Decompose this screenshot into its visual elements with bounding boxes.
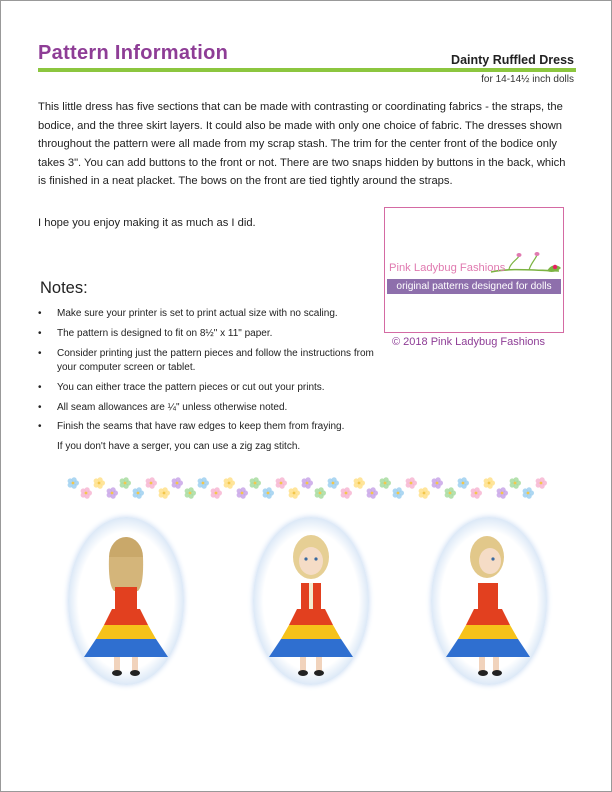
note-text: Consider printing just the pattern pieces and follow the instructions from your computer screen or tablet.: [57, 347, 374, 374]
flower-icon: [81, 487, 92, 499]
flower-icon: [354, 477, 365, 489]
note-text: The pattern is designed to fit on 8½" x 11" paper.: [57, 327, 273, 339]
flower-icon: [237, 487, 248, 499]
flower-icon: [445, 487, 456, 499]
logo-tagline: original patterns designed for dolls: [387, 279, 561, 294]
flower-icon: [471, 487, 482, 499]
note-text: Make sure your printer is set to print actual size with no scaling.: [57, 308, 338, 319]
doll-back-icon: [68, 517, 184, 685]
flower-icon: [497, 487, 508, 499]
flower-icon: [328, 477, 339, 489]
closing-sentence: I hope you enjoy making it as much as I did.: [38, 217, 256, 229]
flower-icon: [367, 487, 378, 499]
flower-icon: [133, 487, 144, 499]
flower-icon: [419, 487, 430, 499]
pattern-size: for 14-14½ inch dolls: [481, 74, 574, 85]
flower-icon: [185, 487, 196, 499]
flower-icon: [159, 487, 170, 499]
flower-icon: [250, 477, 261, 489]
logo-brand-name: Pink Ladybug Fashions: [389, 262, 506, 274]
doll-side-view-photo: [431, 517, 547, 685]
flower-icon: [393, 487, 404, 499]
doll-back-view-photo: [68, 517, 184, 685]
flower-icon: [120, 477, 131, 489]
flower-icon: [289, 487, 300, 499]
flower-icon: [211, 487, 222, 499]
note-text: Finish the seams that have raw edges to keep them from fraying.: [57, 421, 345, 433]
doll-side-icon: [431, 517, 547, 685]
flower-icon: [458, 477, 469, 489]
notes-heading: Notes:: [40, 279, 88, 297]
flower-icon: [94, 477, 105, 489]
flower-icon: [172, 477, 183, 489]
flower-icon: [484, 477, 495, 489]
flower-icon: [198, 477, 209, 489]
bullet-icon: •: [38, 401, 42, 413]
flower-icon: [380, 477, 391, 489]
brand-logo: [384, 207, 564, 333]
note-item: [38, 327, 378, 342]
pattern-name: Dainty Ruffled Dress: [451, 53, 574, 67]
notes-list: [38, 307, 378, 460]
bullet-icon: •: [38, 381, 42, 393]
flower-icon: [263, 487, 274, 499]
intro-paragraph: This little dress has five sections that can be made with contrasting or coordinating fabrics - the straps, the bodice, and the three skirt layers. It could also be made with only one choice of fabric. The dresses shown throughout the pattern were all made from my scrap stash. The trim for the center front of the bodice only takes 3". You can add buttons to the front or not. There are two snaps hidden by buttons in the back, which is finished in a neat placket. The bows on the front are tied tightly around the straps.: [38, 101, 566, 188]
flower-icon: [107, 487, 118, 499]
flower-icon: [276, 477, 287, 489]
title-rule: [38, 68, 576, 72]
note-item: [38, 381, 378, 396]
doll-front-view-photo: [253, 517, 369, 685]
note-item: [38, 401, 378, 416]
flower-icon: [224, 477, 235, 489]
flower-icon: [523, 487, 534, 499]
copyright-notice: © 2018 Pink Ladybug Fashions: [392, 336, 546, 348]
flower-icon: [146, 477, 157, 489]
flower-icon: [341, 487, 352, 499]
flower-icon: [302, 477, 313, 489]
flower-icon: [536, 477, 547, 489]
note-continuation: If you don't have a serger, you can use a zig zag stitch.: [57, 441, 301, 453]
bullet-icon: •: [38, 308, 42, 319]
bullet-icon: •: [38, 421, 42, 433]
note-text: You can either trace the pattern pieces or cut out your prints.: [57, 381, 325, 393]
note-text: All seam allowances are ¼" unless otherwise noted.: [57, 401, 288, 413]
flower-icon: [68, 477, 79, 489]
doll-front-icon: [253, 517, 369, 685]
note-item: [38, 420, 378, 455]
flower-border-icon: [65, 471, 550, 505]
note-item: [38, 307, 378, 322]
bullet-icon: •: [38, 327, 42, 339]
flower-icon: [406, 477, 417, 489]
note-item: [38, 347, 378, 376]
flower-icon: [432, 477, 443, 489]
bullet-icon: •: [38, 347, 42, 359]
page-title: Pattern Information: [38, 42, 229, 64]
flower-icon: [315, 487, 326, 499]
flower-icon: [510, 477, 521, 489]
